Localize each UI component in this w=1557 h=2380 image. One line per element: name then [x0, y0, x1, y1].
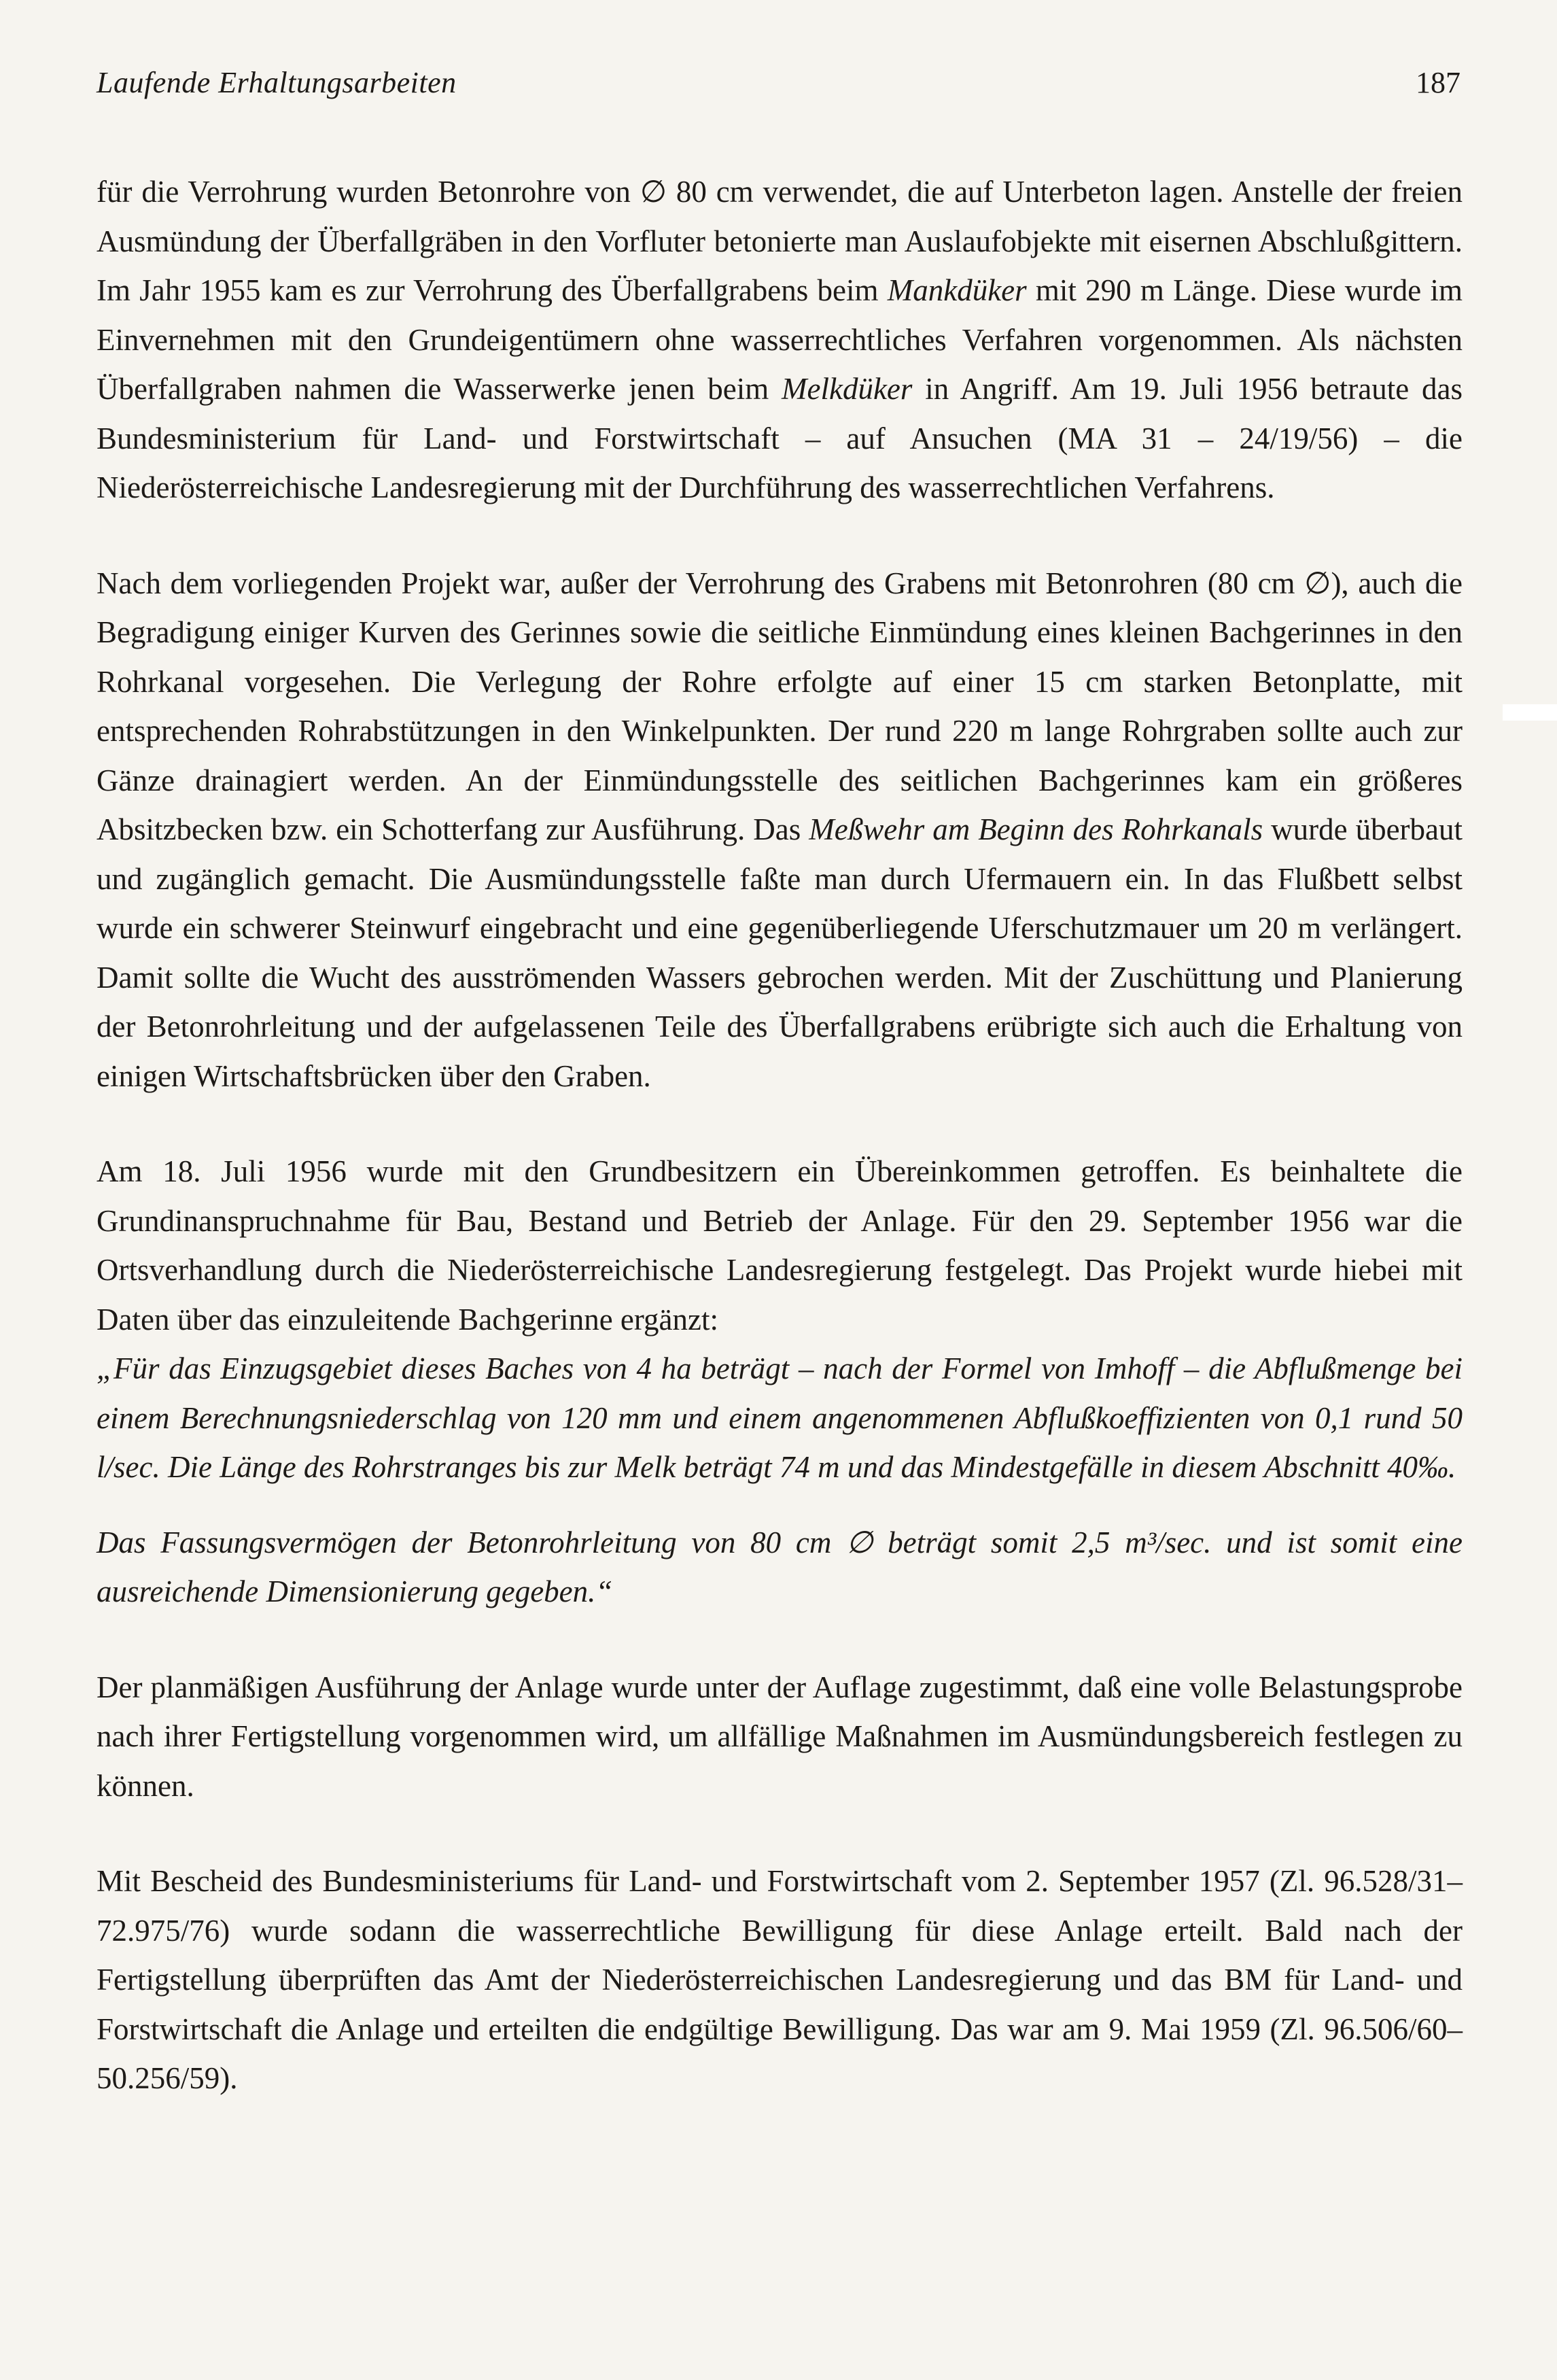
paragraph-2 [97, 559, 1463, 1101]
paragraph-1-text: für die Verrohrung wurden Betonrohre von ∅ 80 cm verwendet, die auf Unterbeton lagen. Anstelle der freien Ausmündung der Überfallgräben in den Vorfluter betonierte man Auslaufobjekte mit eisernen Abschlußgittern. Im Jahr 1955 kam es zur Verrohrung des Überfallgrabens beim [97, 175, 1463, 307]
emphasis-messwehr: Meßwehr am Beginn des Rohrkanals [809, 812, 1263, 846]
paragraph-2-text-end: wurde überbaut und zugänglich gemacht. Die Ausmündungsstelle faßte man durch Ufermauern ein. In das Flußbett selbst wurde ein schwerer Steinwurf eingebracht und eine gegenüberliegende Uferschutzmauer um 20 m verlängert. Damit sollte die Wucht des ausströmenden Wassers gebrochen werden. Mit der Zuschüttung und Planierung der Betonrohrleitung und der aufgelassenen Teile des Überfallgrabens erübrigte sich auch die Erhaltung von einigen Wirtschaftsbrücken über den Graben. [97, 812, 1463, 1093]
paragraph-3: Am 18. Juli 1956 wurde mit den Grundbesitzern ein Übereinkommen getroffen. Es beinhaltete die Grundinanspruchnahme für Bau, Bestand und Betrieb der Anlage. Für den 29. September 1956 war die Ortsverhandlung durch die Niederösterreichische Landesregierung festgelegt. Das Projekt wurde hiebei mit Daten über das einzuleitende Bachgerinne ergänzt: [97, 1154, 1463, 1336]
quotation-part-2: Das Fassungsvermögen der Betonrohrleitung von 80 cm ∅ beträgt somit 2,5 m³/sec. und ist somit eine ausreichende Dimensionierung gegeben.“ [97, 1525, 1463, 1608]
paragraph-2-text: Nach dem vorliegenden Projekt war, außer der Verrohrung des Grabens mit Betonrohren (80 cm ∅), auch die Begradigung einiger Kurven des Gerinnes sowie die seitliche Einmündung eines kleinen Bachgerinnes in den Rohrkanal vorgesehen. Die Verlegung der Rohre erfolgte auf einer 15 cm starken Betonplatte, mit entsprechenden Rohrabstützungen in den Winkelpunkten. Der rund 220 m lange Rohrgraben sollte auch zur Gänze drainagiert werden. An der Einmündungsstelle des seitlichen Bachgerinnes kam ein größeres Absitzbecken bzw. ein Schotterfang zur Ausführung. Das [97, 566, 1463, 846]
page-number: 187 [1416, 66, 1460, 99]
running-title: Laufende Erhaltungsarbeiten [97, 66, 457, 99]
place-name-melkduker: Melkdüker [782, 372, 913, 406]
paragraph-1-text-end: in Angriff. Am 19. Juli 1956 betraute das Bundesministerium für Land- und Forstwirtschaft – auf Ansuchen (MA 31 – 24/19/56) – die Niederösterreichische Landesregierung mit der Durchführung des wasserrechtlichen Verfahrens. [97, 372, 1463, 504]
paragraph-1-text-cont: mit 290 m Länge. Diese wurde im Einvernehmen mit den Grundeigentümern ohne wasserrechtliches Verfahren vorgenommen. Als nächsten Überfallgraben nahmen die Wasserwerke jenen beim [97, 273, 1463, 406]
quotation-part-1: „Für das Einzugsgebiet dieses Baches von 4 ha beträgt – nach der Formel von Imhoff – die Abflußmenge bei einem Berechnungsniederschlag von 120 mm und einem angenommenen Abflußkoeffizienten von 0,1 rund 50 l/sec. Die Länge des Rohrstranges bis zur Melk beträgt 74 m und das Mindestgefälle in diesem Abschnitt 40‰. [97, 1351, 1463, 1484]
scan-edge-artifact [1503, 704, 1557, 721]
paragraph-5: Mit Bescheid des Bundesministeriums für Land- und Forstwirtschaft vom 2. September 1957 (Zl. 96.528/31–72.975/76) wurde sodann die wasserrechtliche Bewilligung für diese Anlage erteilt. Bald nach der Fertigstellung überprüften das Amt der Niederösterreichischen Landesregierung und das BM für Land- und Forstwirtschaft die Anlage und erteilten die endgültige Bewilligung. Das war am 9. Mai 1959 (Zl. 96.506/60–50.256/59). [97, 1864, 1463, 2095]
page-header [97, 65, 1460, 113]
page-body [97, 167, 1463, 2150]
paragraph-1 [97, 167, 1463, 513]
place-name-mankduker: Mankdüker [887, 273, 1027, 307]
paragraph-4: Der planmäßigen Ausführung der Anlage wurde unter der Auflage zugestimmt, daß eine volle Belastungsprobe nach ihrer Fertigstellung vorgenommen wird, um allfällige Maßnahmen im Ausmündungsbereich festlegen zu können. [97, 1670, 1463, 1803]
